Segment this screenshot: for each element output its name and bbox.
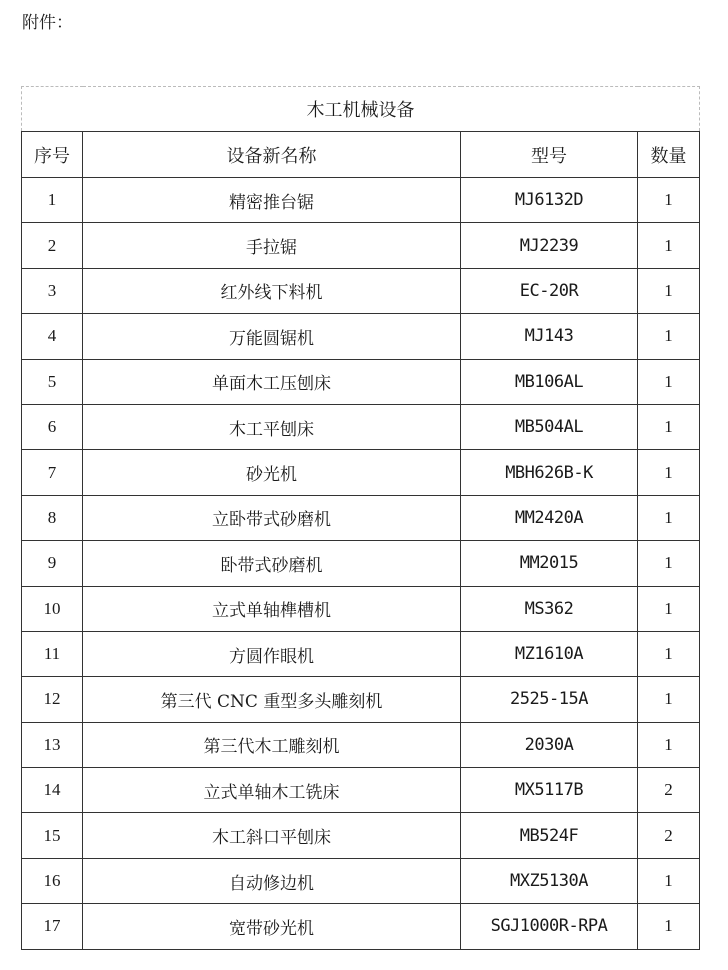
equipment-table	[21, 86, 700, 950]
cell-model: EC-20R	[461, 268, 638, 313]
cell-model: MM2420A	[461, 495, 638, 540]
cell-model: MM2015	[461, 541, 638, 586]
cell-name: 第三代 CNC 重型多头雕刻机	[83, 677, 461, 722]
cell-model: MXZ5130A	[461, 858, 638, 903]
cell-quantity: 1	[638, 495, 700, 540]
cell-quantity: 1	[638, 858, 700, 903]
table-row	[22, 450, 700, 495]
cell-quantity: 1	[638, 904, 700, 949]
table-row	[22, 631, 700, 676]
cell-name: 砂光机	[83, 450, 461, 495]
header-quantity: 数量	[638, 132, 700, 178]
table-row	[22, 359, 700, 404]
header-index: 序号	[22, 132, 83, 178]
cell-model: MJ143	[461, 314, 638, 359]
table-row	[22, 904, 700, 949]
cell-quantity: 1	[638, 178, 700, 223]
cell-name: 精密推台锯	[83, 178, 461, 223]
cell-model: MBH626B-K	[461, 450, 638, 495]
cell-name: 方圆作眼机	[83, 631, 461, 676]
cell-name: 立卧带式砂磨机	[83, 495, 461, 540]
cell-index: 13	[22, 722, 83, 767]
header-name: 设备新名称	[83, 132, 461, 178]
table-row	[22, 178, 700, 223]
cell-index: 2	[22, 223, 83, 268]
header-model: 型号	[461, 132, 638, 178]
cell-name: 万能圆锯机	[83, 314, 461, 359]
cell-quantity: 1	[638, 450, 700, 495]
table-header-row	[22, 132, 700, 178]
cell-model: 2030A	[461, 722, 638, 767]
cell-index: 4	[22, 314, 83, 359]
cell-model: MJ6132D	[461, 178, 638, 223]
cell-index: 9	[22, 541, 83, 586]
cell-name: 红外线下料机	[83, 268, 461, 313]
cell-model: MS362	[461, 586, 638, 631]
cell-quantity: 1	[638, 223, 700, 268]
cell-index: 7	[22, 450, 83, 495]
cell-name: 宽带砂光机	[83, 904, 461, 949]
cell-index: 12	[22, 677, 83, 722]
cell-quantity: 1	[638, 541, 700, 586]
table-row	[22, 541, 700, 586]
cell-quantity: 1	[638, 359, 700, 404]
cell-model: MJ2239	[461, 223, 638, 268]
cell-index: 16	[22, 858, 83, 903]
table-row	[22, 858, 700, 903]
cell-quantity: 2	[638, 813, 700, 858]
cell-quantity: 1	[638, 631, 700, 676]
table-title: 木工机械设备	[22, 87, 700, 132]
cell-quantity: 1	[638, 404, 700, 449]
cell-index: 15	[22, 813, 83, 858]
table-row	[22, 404, 700, 449]
cell-quantity: 1	[638, 268, 700, 313]
cell-index: 10	[22, 586, 83, 631]
cell-model: MB106AL	[461, 359, 638, 404]
cell-model: MX5117B	[461, 768, 638, 813]
cell-model: MB524F	[461, 813, 638, 858]
cell-index: 1	[22, 178, 83, 223]
table-row	[22, 495, 700, 540]
cell-index: 14	[22, 768, 83, 813]
cell-model: 2525-15A	[461, 677, 638, 722]
cell-name: 卧带式砂磨机	[83, 541, 461, 586]
cell-model: MB504AL	[461, 404, 638, 449]
table-row	[22, 768, 700, 813]
cell-quantity: 1	[638, 722, 700, 767]
cell-quantity: 1	[638, 586, 700, 631]
cell-index: 8	[22, 495, 83, 540]
cell-name: 单面木工压刨床	[83, 359, 461, 404]
table-title-row	[22, 87, 700, 132]
cell-name: 立式单轴木工铣床	[83, 768, 461, 813]
cell-quantity: 2	[638, 768, 700, 813]
table-row	[22, 586, 700, 631]
cell-name: 自动修边机	[83, 858, 461, 903]
cell-index: 11	[22, 631, 83, 676]
cell-index: 6	[22, 404, 83, 449]
cell-model: SGJ1000R-RPA	[461, 904, 638, 949]
cell-quantity: 1	[638, 677, 700, 722]
table-row	[22, 223, 700, 268]
cell-name: 立式单轴榫槽机	[83, 586, 461, 631]
cell-name: 第三代木工雕刻机	[83, 722, 461, 767]
table-row	[22, 677, 700, 722]
cell-index: 3	[22, 268, 83, 313]
cell-index: 17	[22, 904, 83, 949]
table-row	[22, 813, 700, 858]
cell-model: MZ1610A	[461, 631, 638, 676]
cell-name: 木工平刨床	[83, 404, 461, 449]
cell-quantity: 1	[638, 314, 700, 359]
table-row	[22, 314, 700, 359]
attachment-label: 附件：	[22, 13, 73, 33]
table-row	[22, 722, 700, 767]
cell-name: 木工斜口平刨床	[83, 813, 461, 858]
table-row	[22, 268, 700, 313]
cell-index: 5	[22, 359, 83, 404]
cell-name: 手拉锯	[83, 223, 461, 268]
